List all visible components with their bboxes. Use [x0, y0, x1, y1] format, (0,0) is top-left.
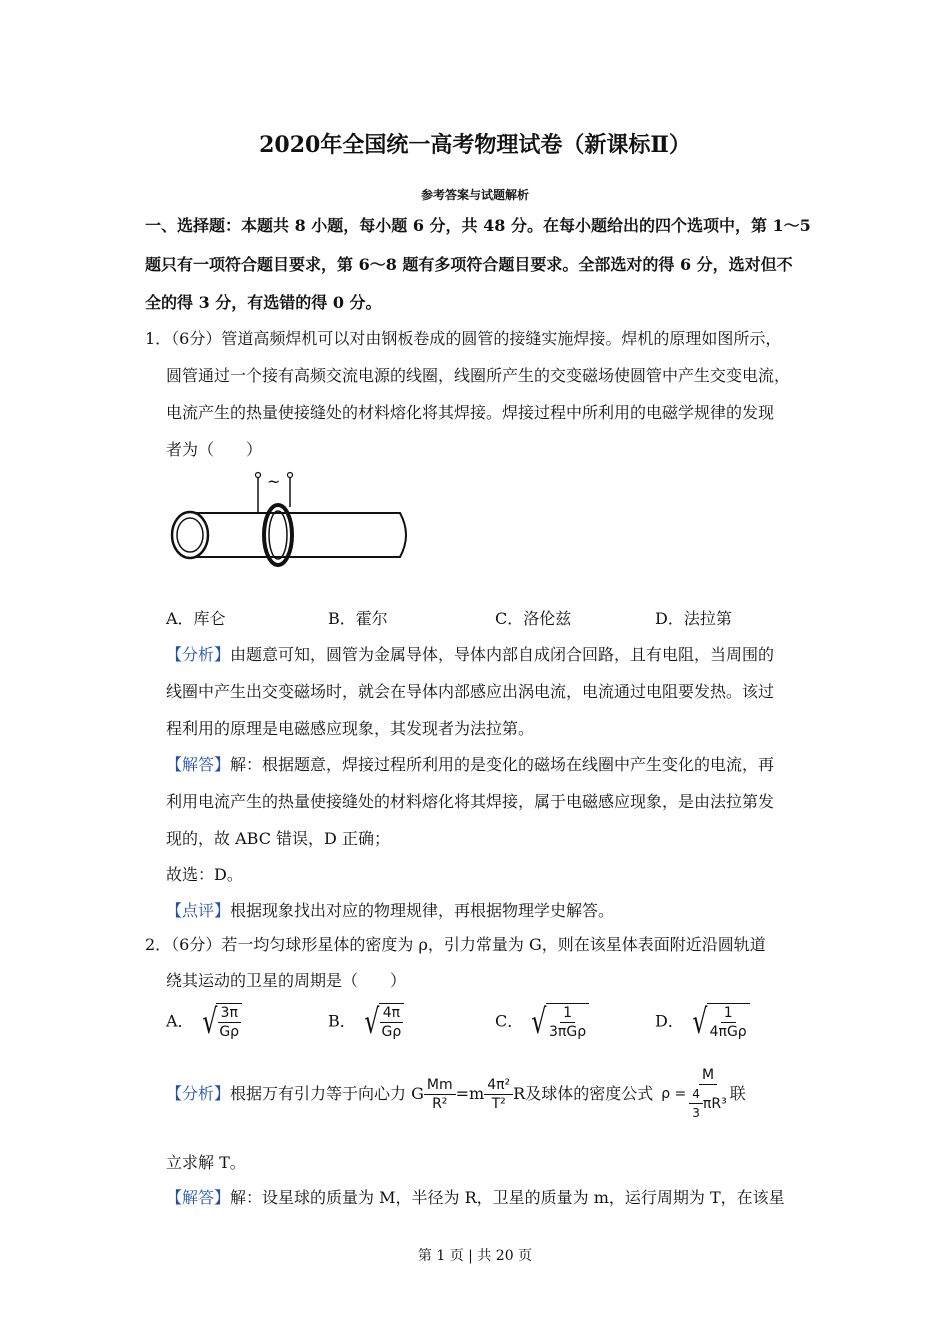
q1-stem-line: 1．（6分）管道高频焊机可以对由钢板卷成的圆管的接缝实施焊接。焊机的原理如图所示，: [145, 329, 782, 348]
q1-answer-line: 利用电流产生的热量使接缝处的材料熔化将其焊接，属于电磁感应现象，是由法拉第发: [166, 792, 775, 811]
q1-answer-line: 现的，故 ABC 错误，D 正确；: [166, 829, 390, 848]
answer-tag: 【解答】: [166, 755, 231, 774]
sqrt-expression: √ $\frac{3\pi}{G\rho}$: [199, 1003, 242, 1041]
analysis-tag: 【分析】: [166, 1084, 231, 1103]
q1-option-b[interactable]: B．霍尔: [328, 609, 388, 628]
page-footer: 第 1 页 | 共 20 页: [417, 1248, 533, 1264]
welding-pipe-figure: [160, 465, 420, 585]
q1-analysis-line: 【分析】由题意可知，圆管为金属导体，导体内部自成闭合回路，且有电阻，当周围的: [166, 645, 775, 664]
comment-tag: 【点评】: [166, 901, 231, 920]
section-instructions-line: 题只有一项符合题目要求，第 6～8 题有多项符合题目要求。全部选对的得 6 分，选对但不: [145, 255, 793, 274]
q1-stem-line: 者为（ ）: [166, 440, 263, 459]
q1-analysis-line: 线圈中产生出交变磁场时，就会在导体内部感应出涡电流，电流通过电阻要发热。该过: [166, 682, 775, 701]
q1-analysis-line: 程利用的原理是电磁感应现象，其发现者为法拉第。: [166, 719, 535, 738]
q2-stem-line: 2．（6分）若一均匀球形星体的密度为 ρ，引力常量为 G，则在该星体表面附近沿圆轨道: [145, 935, 766, 954]
centripetal-fraction: $\frac{\text{4π²}}{\text{T²}}$: [484, 1076, 513, 1113]
q1-option-d[interactable]: D．法拉第: [655, 609, 732, 628]
q1-option-c[interactable]: C．洛伦兹: [495, 609, 572, 628]
q1-comment-line: 【点评】根据现象找出对应的物理规律，再根据物理学史解答。: [166, 901, 615, 920]
ac-source-symbol: ~: [267, 472, 281, 491]
q2-option-c[interactable]: C． √ $\frac{1}{\text{3πGρ}}$: [495, 1003, 589, 1041]
q2-stem-line: 绕其运动的卫星的周期是（ ）: [166, 971, 407, 990]
q2-analysis-line: 【分析】 根据万有引力等于向心力 G $\frac{Mm}{\text{R²}}$ =m $\frac{\text{4π²}}{\text{T²}}$ R 及球体的密度公式 ρ = M $\frac{4}{3}$ πR³ 联: [166, 1067, 746, 1120]
section-instructions-line: 全的得 3 分，有选错的得 0 分。: [145, 293, 382, 312]
page-subtitle: 参考答案与试题解析: [420, 188, 529, 202]
section-instructions-line: 一、选择题：本题共 8 小题，每小题 6 分，共 48 分。在每小题给出的四个选项中，第 1～5: [145, 216, 811, 235]
q2-option-b[interactable]: B． √ $\frac{4\pi}{G\rho}$: [328, 1003, 404, 1041]
q1-option-a[interactable]: A．库仑: [166, 609, 226, 628]
q1-stem-line: 圆管通过一个接有高频交流电源的线圈，线圈所产生的交变磁场使圆管中产生交变电流，: [166, 366, 791, 385]
q1-answer-line: 故选：D。: [166, 865, 243, 884]
q2-option-d[interactable]: D． √ $\frac{1}{\text{4πGρ}}$: [655, 1003, 750, 1041]
sqrt-expression: √ $\frac{1}{\text{3πGρ}}$: [528, 1003, 589, 1041]
sqrt-expression: √ $\frac{1}{\text{4πGρ}}$: [689, 1003, 750, 1041]
q2-option-a[interactable]: A． √ $\frac{3\pi}{G\rho}$: [166, 1003, 242, 1041]
analysis-tag: 【分析】: [166, 645, 231, 664]
q2-answer-line: 【解答】解：设星球的质量为 M，半径为 R，卫星的质量为 m，运行周期为 T，在该星: [166, 1188, 785, 1207]
sqrt-expression: √ $\frac{4\pi}{G\rho}$: [361, 1003, 404, 1041]
gravity-fraction: $\frac{Mm}{\text{R²}}$: [424, 1076, 456, 1113]
q1-stem-line: 电流产生的热量使接缝处的材料熔化将其焊接。焊接过程中所利用的电磁学规律的发现: [166, 403, 775, 422]
page-title: 2020年全国统一高考物理试卷（新课标Ⅱ）: [259, 132, 691, 158]
answer-tag: 【解答】: [166, 1188, 231, 1207]
density-fraction: M $\frac{4}{3}$ πR³: [686, 1066, 729, 1122]
q1-answer-line: 【解答】解：根据题意，焊接过程所利用的是变化的磁场在线圈中产生变化的电流，再: [166, 755, 775, 774]
q2-analysis-line: 立求解 T。: [166, 1153, 246, 1172]
